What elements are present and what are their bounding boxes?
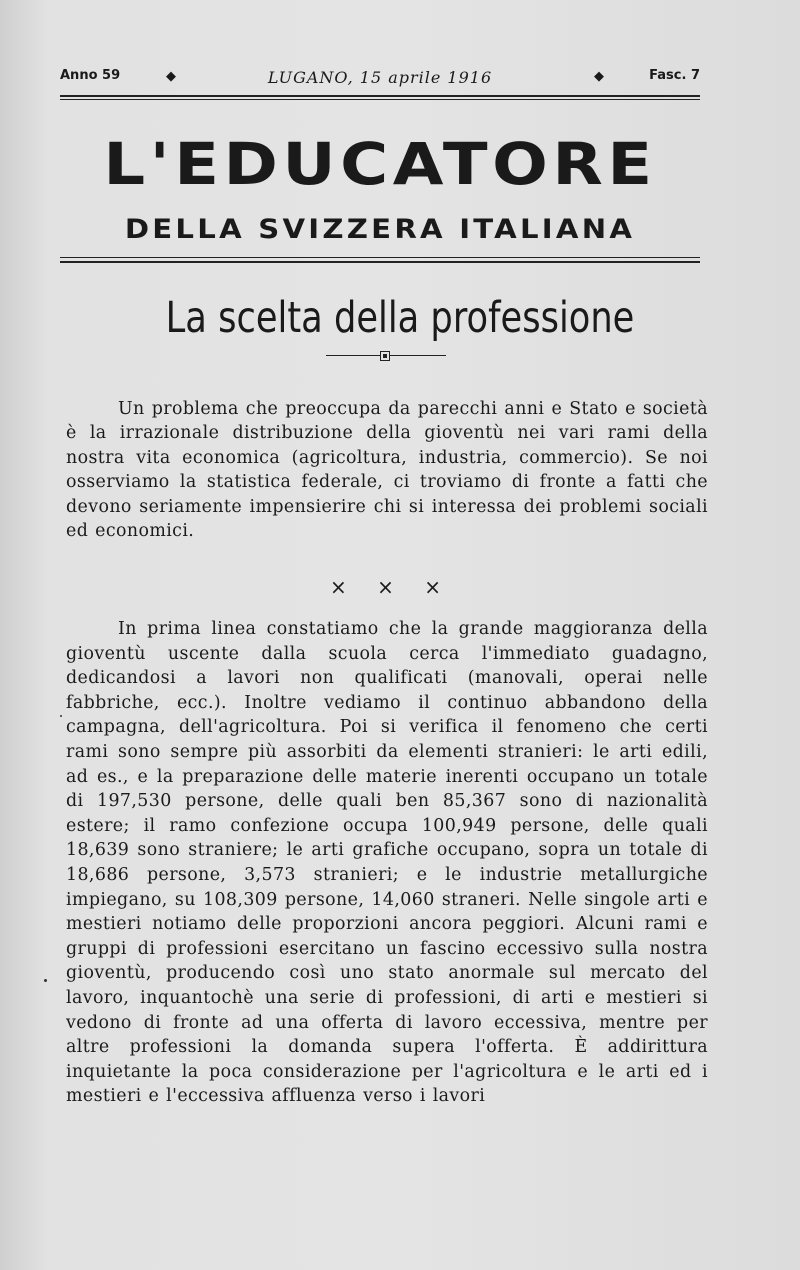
masthead-title: L'EDUCATORE [103, 130, 657, 198]
article-paragraph: Un problema che preoccupa da parecchi anni e Stato e società è la irrazionale distribuzione della gioventù nei vari rami della nostra vita economica (agricoltura, industria, commercio). Se noi osserviamo la statistica federale, ci troviamo di fronte a fatti che devono seriamente impensierire chi si interessa dei problemi sociali ed economici. [66, 399, 708, 542]
header-rule-thin [60, 99, 700, 100]
issue-header [60, 68, 700, 90]
title-divider [326, 347, 446, 363]
print-speck [60, 715, 62, 717]
article-paragraph: In prima linea constatiamo che la grande maggioranza della gioventù uscente dalla scuola cerca l'immediato guadagno, dedicandosi a lavori non qualificati (manovali, operai nelle fabbriche, ecc.). Inoltre vediamo il continuo abbandono della campagna, dell'agricoltura. Poi si verifica il fenomeno che certi rami sono sempre più assorbiti da elementi stranieri: le arti edili, ad es., e la preparazione delle materie inerenti occupano un totale di 197,530 persone, delle quali ben 85,367 sono di nazionalità estere; il ramo confezione occupa 100,949 persone, delle quali 18,639 sono straniere; le arti grafiche occupano, sopra un totale di 18,686 persone, 3,573 stranieri; e le industrie metallurgiche impiegano, su 108,309 persone, 14,060 straneri. Nelle singole arti e mestieri notiamo delle proporzioni ancora peggiori. Alcuni rami e gruppi di professioni esercitano un fascino eccessivo sulla nostra gioventù, producendo così uno stato anormale sul mercato del lavoro, inquantochè una serie di professioni, di arti e mestieri si vedono di fronte ad una offerta di lavoro eccessiva, mentre per altre professioni la domanda supera l'offerta. È addirittura inquietante la poca considerazione per l'agricoltura e le arti ed i mestieri e l'eccessiva affluenza verso i lavori [66, 619, 708, 1107]
place-date: LUGANO, 15 aprile 1916 [267, 68, 493, 87]
issue-number: Fasc. 7 [649, 68, 700, 83]
masthead-rule [60, 261, 700, 263]
masthead-subtitle: DELLA SVIZZERA ITALIANA [124, 214, 636, 245]
masthead-rule-thin [60, 257, 700, 258]
header-rule [60, 95, 700, 97]
square-ornament-icon [380, 351, 390, 361]
section-separator: × × × [330, 575, 453, 599]
diamond-ornament-icon: ◆ [166, 69, 176, 84]
volume-year: Anno 59 [60, 68, 121, 83]
article-title: La scelta della professione [165, 293, 635, 343]
print-speck [44, 979, 47, 982]
diamond-ornament-icon: ◆ [594, 69, 604, 84]
